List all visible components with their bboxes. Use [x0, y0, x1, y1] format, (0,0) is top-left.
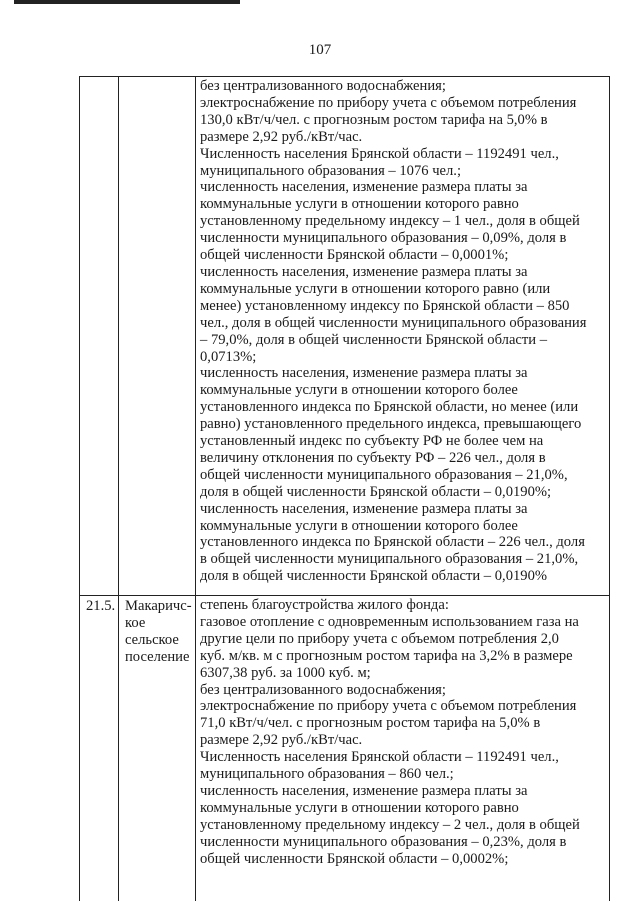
- row-text-cell: [196, 77, 610, 596]
- row-number-cell: [80, 596, 119, 902]
- page-number: 107: [308, 42, 332, 58]
- row-text: степень благоустройства жилого фонда: газовое отопление с одновременным использованием газа на другие цели по прибору учета с объемом потребления 2,0 куб. м/кв. м с прогнозным ростом тарифа на 3,2% в размере 6307,38 руб. за 1000 куб. м; без централизованного водоснабжения; электроснабжение по прибору учета с объемом потребления 71,0 кВт/ч/чел. с прогнозным ростом тарифа на 5,0% в размере 2,92 руб./кВт/час. Численность населения Брянской области – 1192491 чел., муниципального образования – 860 чел.; численность населения, изменение размера платы за коммунальные услуги в отношении которого равно установленному предельному индексу – 2 чел., доля в общей численности муниципального образования – 0,23%, доля в общей численности Брянской области – 0,0002%;: [200, 597, 580, 867]
- document-table: [79, 76, 610, 901]
- row-text-cell: [196, 596, 610, 902]
- row-number: 21.5.: [86, 598, 116, 614]
- table-row: [80, 596, 610, 902]
- row-name: Макаричс- кое сельское поселение: [125, 598, 192, 665]
- row-name-cell: [119, 596, 196, 902]
- row-number-cell: [80, 77, 119, 596]
- table-row: [80, 77, 610, 596]
- row-name-cell: [119, 77, 196, 596]
- row-text: без централизованного водоснабжения; электроснабжение по прибору учета с объемом потребления 130,0 кВт/ч/чел. с прогнозным ростом тарифа на 5,0% в размере 2,92 руб./кВт/час. Численность населения Брянской области – 1192491 чел., муниципального образования – 1076 чел.; численность населения, изменение размера платы за коммунальные услуги в отношении которого равно установленному предельному индексу – 1 чел., доля в общей численности муниципального образования – 0,09%, доля в общей численности Брянской области – 0,0001%; численность населения, изменение размера платы за коммунальные услуги в отношении которого равно (или менее) установленному индексу по Брянской области – 850 чел., доля в общей численности муниципального образования – 79,0%, доля в общей численности Брянской области – 0,0713%; численность населения, изменение размера платы за коммунальные услуги в отношении которого более установленного индекса по Брянской области, но менее (или равно) установленного предельного индекса, превышающего установленный индекс по субъекту РФ не более чем на величину отклонения по субъекту РФ – 226 чел., доля в общей численности муниципального образования – 21,0%, доля в общей численности Брянской области – 0,0190%; численность населения, изменение размера платы за коммунальные услуги в отношении которого более установленного индекса по Брянской области – 226 чел., доля в общей численности муниципального образования – 21,0%, доля в общей численности Брянской области – 0,0190%: [200, 78, 587, 585]
- top-rule: [14, 0, 240, 4]
